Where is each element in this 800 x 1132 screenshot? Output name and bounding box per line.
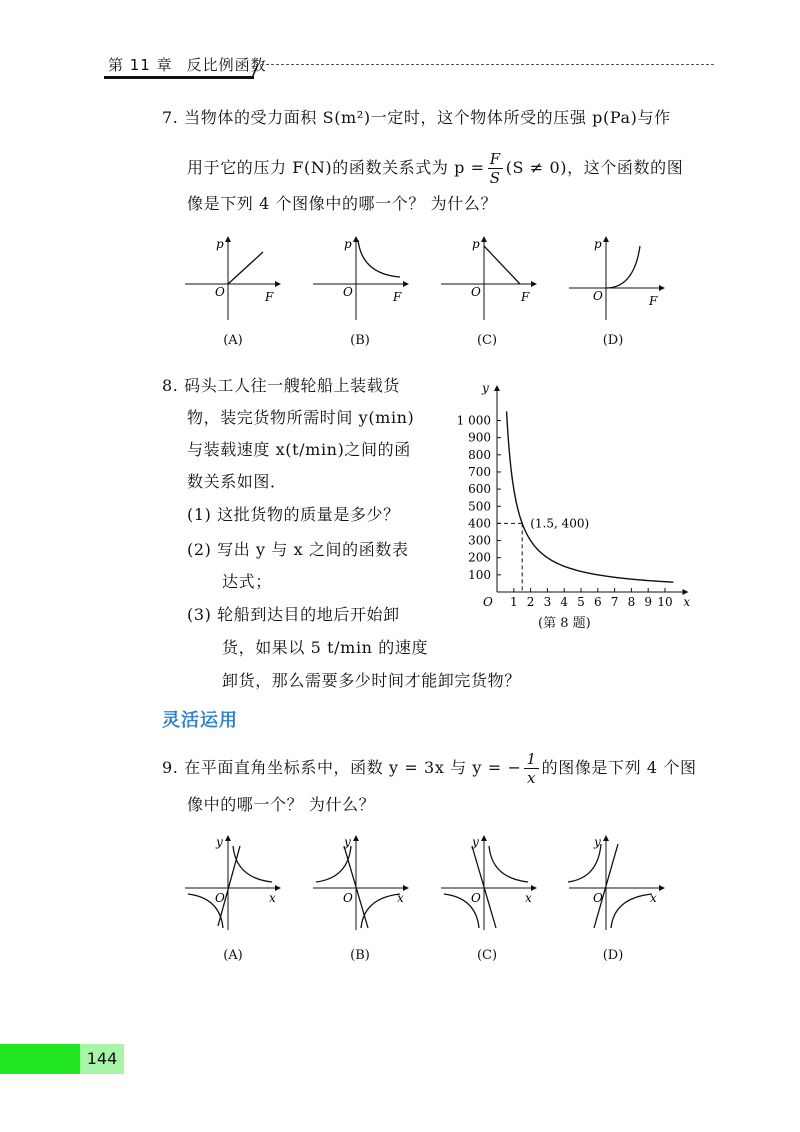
x-tick-label: 1 [509,595,518,608]
q9-caption-d: (D) [602,948,624,963]
x-axis-label: x [683,595,691,608]
q7-line1: 7. 当物体的受力面积 S(m²)一定时，这个物体所受的压强 p(Pa)与作 [162,108,671,127]
q8-figure-caption: (第 8 题) [538,616,591,631]
q9c-y-label: y [472,835,479,849]
q7-graph-b [313,237,408,320]
q9-fraction [524,750,538,787]
q7a-origin: O [215,285,225,299]
q7a-x-label: F [265,290,274,304]
q9-caption-b: (B) [350,948,370,963]
section-title: 灵活运用 [162,710,238,731]
q9b-y-label: y [344,835,351,849]
q7-fraction [488,150,503,187]
q7c-origin: O [471,285,481,299]
x-tick-label: 3 [543,595,552,608]
q9-graph-a [185,835,280,930]
q7c-x-label: F [521,290,530,304]
q7-caption-b: (B) [350,333,370,348]
q9-caption-c: (C) [476,948,498,963]
y-tick-label: 200 [468,550,491,565]
q9-frac-den: x [527,769,537,787]
q9c-origin: O [471,891,481,905]
x-tick-label: 10 [657,595,673,608]
q7b-x-label: F [393,290,402,304]
q7b-origin: O [343,285,353,299]
x-tick-label: 7 [610,595,619,608]
q9-graph-d [568,835,664,930]
q9c-x-label: x [525,891,532,905]
q7-line2-a: 用于它的压力 F(N)的函数关系式为 p = [187,158,485,177]
q8-line2: 物，装完货物所需时间 y(min) [187,408,415,427]
q8-chart [440,378,700,608]
q9a-y-label: y [216,835,223,849]
q7-caption-c: (C) [476,333,498,348]
q9d-origin: O [593,891,603,905]
q9b-origin: O [343,891,353,905]
y-tick-label: 500 [468,499,491,514]
q7-frac-num: F [489,150,501,168]
q8-line1: 8. 码头工人往一艘轮船上装载货 [162,376,400,395]
highlight-annotation: (1.5, 400) [530,516,590,531]
y-tick-label: 100 [468,567,491,582]
series-curve [507,411,674,582]
y-tick-label: 300 [468,533,491,548]
q7a-y-label: p [216,237,224,251]
q9-graph-c [441,835,536,930]
q7-frac-den: S [489,169,501,187]
q9-line1 [162,750,697,787]
y-tick-label: 1 000 [456,413,491,428]
y-tick-label: 600 [468,482,491,497]
q8-sub1: (1) 这批货物的质量是多少？ [187,505,400,524]
y-tick-label: 700 [468,464,491,479]
q8-sub2-cont: 达式； [222,572,272,591]
q8-sub3: (3) 轮船到达目的地后开始卸 [187,605,400,624]
q7d-y-label: p [594,237,602,251]
q9a-origin: O [215,891,225,905]
q9d-x-label: x [650,891,657,905]
q7b-y-label: p [344,237,352,251]
q9-line2: 像中的哪一个？ 为什么？ [187,795,376,814]
chapter-title: 反比例函数 [186,56,267,74]
y-tick-label: 900 [468,430,491,445]
y-tick-label: 400 [468,516,491,531]
q7-graph-d [569,237,664,320]
q9-line1-b: 的图像是下列 4 个图 [541,758,697,777]
x-tick-label: 5 [577,595,585,608]
y-tick-label: 800 [468,447,491,462]
x-tick-label: 9 [644,595,653,608]
q7d-origin: O [593,289,603,303]
q7-caption-d: (D) [602,333,624,348]
q7d-x-label: F [649,294,658,308]
x-tick-label: 4 [560,595,569,608]
y-axis-label: y [482,381,489,395]
q7c-y-label: p [472,237,480,251]
x-tick-label: 2 [526,595,535,608]
chapter-number: 第 11 章 [108,56,173,74]
q7-line2 [187,150,683,187]
q9-graph-b [313,835,408,930]
q8-line4: 数关系如图． [187,472,287,491]
q7-graphs [180,232,740,322]
x-tick-label: 8 [627,595,636,608]
q9a-x-label: x [269,891,276,905]
header-dashed-rule [256,64,714,65]
q8-line3: 与装载速度 x(t/min)之间的函 [187,440,411,459]
chapter-header [108,54,267,75]
q8-sub2: (2) 写出 y 与 x 之间的函数表 [187,540,409,559]
page-number: 144 [80,1044,124,1074]
q7-caption-a: (A) [223,333,243,348]
q7-graph-c [441,237,536,320]
origin-label: O [483,595,493,608]
q8-sub3-cont1: 货，如果以 5 t/min 的速度 [222,638,429,657]
x-tick-label: 6 [593,595,602,608]
q9d-y-label: y [594,835,601,849]
q9-line1-a: 9. 在平面直角坐标系中，函数 y = 3x 与 y = − [162,758,522,777]
q9-frac-num: 1 [526,750,537,768]
q9-caption-a: (A) [223,948,243,963]
q7-line2-b: (S ≠ 0)，这个函数的图 [505,158,684,177]
q9b-x-label: x [397,891,404,905]
header-underline [104,76,254,79]
q8-sub3-cont2: 卸货，那么需要多少时间才能卸完货物？ [222,671,521,690]
page-number-bar [0,1044,80,1074]
q7-line3: 像是下列 4 个图像中的哪一个？ 为什么？ [187,194,498,213]
q9-graphs [180,832,740,932]
q7-graph-a [185,237,280,320]
